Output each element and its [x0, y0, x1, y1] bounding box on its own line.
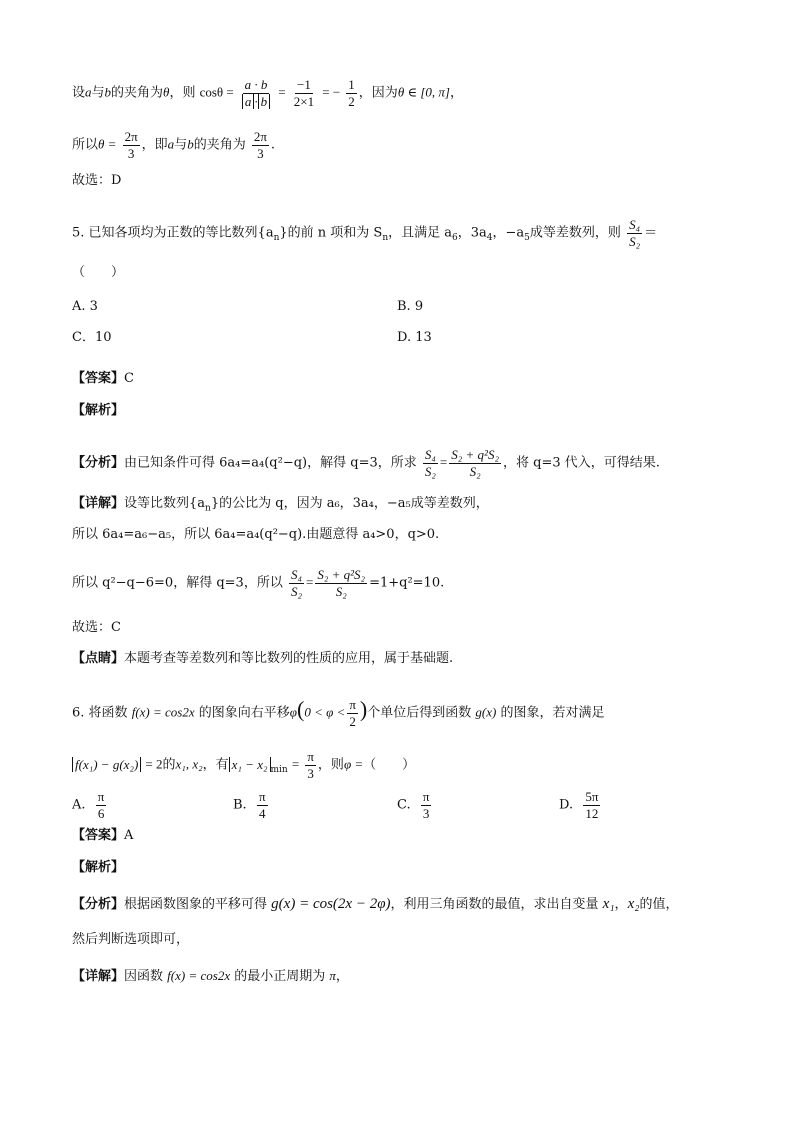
denominator: S₂ [424, 463, 436, 479]
detail-tag: 【详解】 [72, 496, 125, 511]
text: 所以 [72, 137, 99, 153]
x1-x2: x₁, x₂ [175, 756, 203, 772]
function-g-expr: g(x) = cos(2x − 2φ) [271, 896, 391, 912]
numerator: S₄ [290, 567, 302, 582]
fraction-dot-product [240, 78, 272, 108]
fraction-half [346, 78, 357, 108]
vector-b: b [104, 84, 112, 100]
numerator: S₄ [629, 217, 641, 232]
equals-2: = 2 [145, 756, 163, 772]
analysis-tag: 【分析】 [72, 897, 125, 912]
abs-difference: f(x₁) − g(x₂) [72, 757, 141, 772]
numerator: π [422, 789, 430, 804]
denominator: 3 [257, 145, 264, 161]
analysis-tag: 【分析】 [72, 455, 125, 471]
q5-answer [72, 372, 134, 385]
phi-range: 0 < φ < [304, 704, 346, 720]
fraction [96, 790, 107, 820]
text: ，因为 [358, 85, 398, 101]
denominator: 6 [97, 805, 105, 821]
question-number: 6. [72, 705, 85, 721]
remark-tag: 【点睛】 [72, 651, 125, 666]
function-f: f(x) = cos2x [131, 704, 195, 720]
subscript: n [273, 233, 280, 244]
text: 因函数 [124, 969, 164, 984]
text: 的图象，若对满足 [500, 705, 605, 721]
text: ，3a [457, 225, 487, 241]
text: 的最小正周期为 [234, 969, 326, 984]
function-g: g(x) [475, 704, 497, 720]
paren-left: ( [296, 696, 305, 722]
q6-detail-1 [72, 969, 349, 983]
q5-option-a: A. 3 [72, 299, 98, 314]
text: 的图象向右平移 [198, 705, 290, 721]
text: 由已知条件可得 6a₄=a₄(q²−q)，解得 q=3，所求 [124, 455, 417, 471]
norm-b: b [258, 94, 271, 109]
vector-b: b [187, 136, 194, 152]
text: 的 [162, 757, 176, 773]
answer-tag: 【答案】 [72, 828, 125, 843]
phi: φ [289, 704, 297, 720]
text: ，即 [141, 137, 168, 153]
numerator: π [307, 749, 314, 764]
text: =1+q²=10. [369, 575, 445, 591]
denominator: S₂ [335, 583, 347, 599]
denominator: 3 [127, 145, 135, 161]
numerator: a · b [244, 77, 268, 92]
text: 所以 q²−q−6=0，解得 q=3，所以 [72, 575, 283, 591]
text: }的公比为 q，因为 a₆，3a₄，−a₅成等差数列， [210, 496, 489, 511]
detail-tag: 【详解】 [72, 969, 125, 984]
equals: = [439, 454, 448, 470]
equals-minus: = − [322, 84, 341, 100]
fraction [583, 790, 600, 820]
denominator: S₂ [629, 233, 641, 249]
text: }的前 n 项和为 S [279, 225, 383, 241]
theta-eq: θ = [98, 136, 117, 152]
denominator: 3 [307, 765, 314, 781]
option-label: D. [559, 797, 574, 813]
line-theta-result [72, 130, 275, 160]
text: . [270, 137, 276, 153]
q5-detail-3 [72, 568, 444, 598]
fraction [257, 790, 268, 820]
q5-choice: 故选：C [72, 620, 121, 635]
text: 本题考查等差数列和等比数列的性质的应用，属于基础题. [124, 651, 454, 666]
text: ，利用三角函数的最值，求出自变量 [390, 897, 599, 912]
q6-analysis-1 [72, 897, 678, 912]
phi-eq: φ = [343, 756, 364, 772]
text: ，−a [492, 225, 525, 241]
function-f: f(x) = cos2x [167, 968, 231, 983]
text: （ ） [363, 757, 416, 773]
answer-value: A [124, 828, 134, 843]
denominator: 4 [258, 805, 266, 821]
text: 与 [91, 85, 105, 101]
denominator: 12 [585, 805, 599, 821]
text: ，将 q=3 代入，可得结果. [502, 455, 660, 471]
fraction-expand [315, 568, 367, 598]
fraction [421, 790, 432, 820]
fraction-expand [449, 448, 501, 478]
q6-stem-2 [72, 750, 415, 780]
norm-a: a [242, 94, 255, 109]
question-number: 5. [72, 225, 85, 241]
option-label: A. [72, 797, 86, 813]
fraction-s4-s2 [423, 448, 438, 478]
q6-option-d [559, 790, 602, 820]
denominator: 2×1 [293, 93, 315, 109]
option-label: C. [397, 797, 411, 813]
denominator: S₂ [469, 463, 481, 479]
q6-option-a [72, 790, 108, 820]
q5-detail-1 [72, 497, 489, 514]
text: 的夹角为 [111, 85, 164, 101]
subscript: 4 [486, 233, 493, 244]
paren-right: ) [359, 696, 368, 722]
equals: = [306, 574, 314, 590]
theta: θ [163, 84, 170, 100]
q5-option-d: D. 13 [397, 330, 432, 345]
q6-stem-1 [72, 698, 604, 728]
numerator: 5π [585, 789, 599, 804]
q5-stem [72, 218, 657, 248]
text: 根据函数图象的平移可得 [124, 897, 268, 912]
text: 与 [174, 137, 188, 153]
q6-option-c [397, 790, 433, 820]
numerator: S₂ + q²S₂ [451, 447, 499, 462]
numerator: 1 [348, 77, 355, 92]
fraction-2pi-3 [252, 130, 269, 160]
fraction-2pi-3 [123, 130, 140, 160]
q6-answer [72, 829, 133, 842]
text: ，则 [169, 85, 196, 101]
text: 设等比数列{a [124, 496, 206, 511]
fraction-neg1-2x1 [292, 78, 316, 108]
fraction-s4-s2 [627, 218, 642, 248]
text: 个单位后得到函数 [367, 705, 472, 721]
text: ，有 [202, 757, 229, 773]
choice-line: 故选：D [72, 173, 122, 188]
q6-analysis-2: 然后判断选项即可， [72, 932, 190, 947]
numerator: π [349, 697, 356, 712]
q5-option-b: B. 9 [397, 299, 424, 314]
q5-analysis [72, 448, 660, 478]
fraction-pi-3 [305, 750, 316, 780]
denominator: a · b [240, 94, 272, 109]
text: ，则 [317, 757, 344, 773]
fraction-pi-2 [347, 698, 358, 728]
q5-jiexi-tag: 【解析】 [72, 403, 125, 418]
text: ， [449, 85, 463, 101]
text: 设 [72, 85, 86, 101]
theta-range: θ ∈ [0, π] [397, 84, 450, 100]
abs-x1-x2: x₁ − x₂ [229, 757, 271, 772]
subscript-min: min [270, 765, 288, 776]
numerator: π [258, 789, 266, 804]
fraction-s4-s2 [289, 568, 304, 598]
q5-option-c: C．10 [72, 330, 112, 345]
q5-detail-2: 所以 6a₄=a₆−a₅，所以 6a₄=a₄(q²−q).由题意得 a₄>0，q>0. [72, 527, 440, 542]
equals: = [278, 84, 286, 100]
text: 的值， [639, 897, 679, 912]
q5-remark [72, 652, 453, 665]
vector-a: a [85, 84, 92, 100]
text: ＝ [644, 225, 658, 241]
denominator: 2 [348, 93, 355, 109]
text: ， [614, 897, 628, 912]
q5-paren: （ ） [72, 265, 125, 280]
text: ，且满足 a [388, 225, 453, 241]
numerator: S₂ + q²S₂ [317, 567, 366, 582]
numerator: S₄ [424, 447, 436, 462]
subscript: 5 [524, 233, 530, 244]
vector-a: a [167, 136, 175, 152]
denominator: 2 [349, 713, 356, 729]
text: 的夹角为 [193, 137, 246, 153]
text: 成等差数列，则 [529, 225, 621, 241]
x2: x₂ [627, 896, 640, 912]
numerator: π [97, 789, 105, 804]
x1: x₁ [602, 896, 615, 912]
denominator: 3 [422, 805, 430, 821]
q6-option-b [233, 790, 270, 820]
answer-value: C [124, 371, 134, 386]
pi: π [329, 968, 336, 983]
text: 将函数 [88, 705, 128, 721]
text: 已知各项均为正数的等比数列{a [88, 225, 274, 241]
numerator: 2π [124, 129, 138, 144]
subscript: n [382, 233, 389, 244]
subscript: n [205, 503, 211, 514]
numerator: 2π [253, 129, 267, 144]
cos-theta: cosθ = [199, 84, 234, 100]
text: ， [335, 969, 349, 984]
q6-jiexi-tag: 【解析】 [72, 860, 125, 875]
numerator: −1 [297, 77, 311, 92]
line-angle-cos [72, 78, 463, 108]
denominator: S₂ [290, 583, 302, 599]
answer-tag: 【答案】 [72, 371, 125, 386]
option-label: B. [233, 797, 247, 813]
subscript: 6 [452, 233, 458, 244]
equals: = [291, 756, 300, 772]
